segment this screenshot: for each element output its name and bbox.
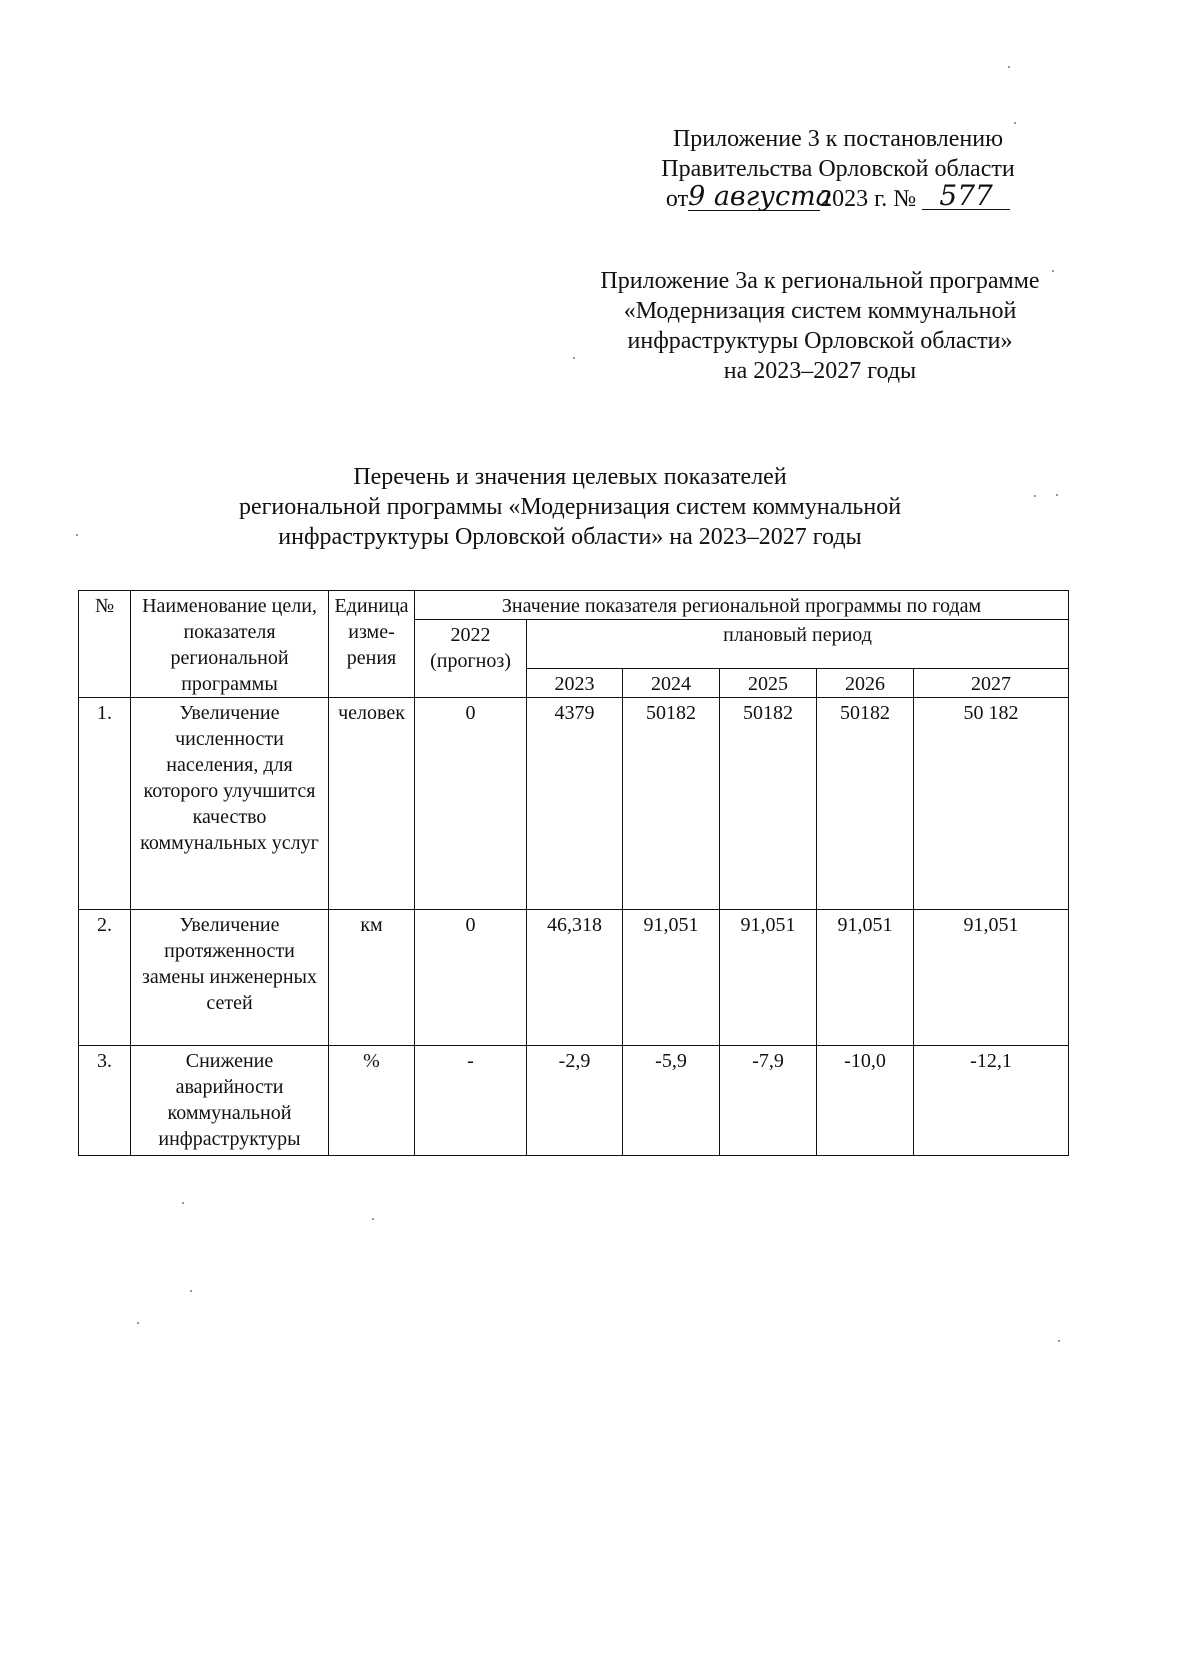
row-value: -7,9 bbox=[720, 1046, 817, 1156]
header-year: 2024 bbox=[623, 669, 720, 698]
row-name: Увеличение численности населения, для которого улучшится качество коммунальных услуг bbox=[131, 698, 329, 910]
row-2022: 0 bbox=[415, 910, 527, 1046]
header-num: № bbox=[79, 591, 131, 698]
scan-speck bbox=[137, 1322, 139, 1324]
appendix-decree-block bbox=[628, 124, 1048, 214]
header-year: 2027 bbox=[914, 669, 1069, 698]
handwritten-date: 9 августа bbox=[688, 181, 832, 212]
header-year: 2025 bbox=[720, 669, 817, 698]
scan-speck bbox=[190, 1290, 192, 1292]
appendix-program-line4: на 2023–2027 годы bbox=[723, 358, 917, 384]
scan-speck bbox=[1056, 494, 1058, 496]
row-value: 50182 bbox=[817, 698, 914, 910]
row-value: 50182 bbox=[720, 698, 817, 910]
appendix-decree-line2: Правительства Орловской области bbox=[661, 156, 1015, 182]
indicators-table bbox=[78, 590, 1069, 1156]
appendix-program-block bbox=[560, 266, 1080, 386]
appendix-decree-line1: Приложение 3 к постановлению bbox=[672, 126, 1004, 152]
row-value: 91,051 bbox=[623, 910, 720, 1046]
header-forecast: 2022 (прогноз) bbox=[415, 620, 527, 698]
header-values: Значение показателя региональной программы по годам bbox=[415, 591, 1069, 620]
title-line2: региональной программы «Модернизация систем коммунальной bbox=[238, 494, 902, 520]
scan-speck bbox=[372, 1218, 374, 1220]
scan-speck bbox=[1014, 122, 1016, 124]
title-line3: инфраструктуры Орловской области» на 2023–2027 годы bbox=[278, 524, 862, 550]
table-row bbox=[79, 1046, 1069, 1156]
header-name: Наименование цели, показателя региональной программы bbox=[131, 591, 329, 698]
row-name: Снижение аварийности коммунальной инфраструктуры bbox=[131, 1046, 329, 1156]
appendix-decree-date-line bbox=[628, 179, 1048, 214]
scan-speck bbox=[1058, 1340, 1060, 1342]
header-planned: плановый период bbox=[527, 620, 1069, 669]
year-number-label: 2023 г. № bbox=[820, 186, 917, 212]
scan-speck bbox=[1008, 66, 1010, 68]
row-2022: - bbox=[415, 1046, 527, 1156]
title-line1: Перечень и значения целевых показателей bbox=[353, 464, 787, 490]
appendix-program-line2: «Модернизация систем коммунальной bbox=[623, 298, 1017, 324]
header-unit: Единица изме-рения bbox=[329, 591, 415, 698]
appendix-program-line3: инфраструктуры Орловской области» bbox=[627, 328, 1013, 354]
appendix-program-line1: Приложение 3а к региональной программе bbox=[600, 268, 1040, 294]
row-num: 2. bbox=[79, 910, 131, 1046]
row-value: -10,0 bbox=[817, 1046, 914, 1156]
row-value: -12,1 bbox=[914, 1046, 1069, 1156]
scan-speck bbox=[182, 1202, 184, 1204]
header-row-1 bbox=[79, 591, 1069, 620]
row-value: 4379 bbox=[527, 698, 623, 910]
scan-speck bbox=[1034, 495, 1036, 497]
row-num: 1. bbox=[79, 698, 131, 910]
scan-speck bbox=[1052, 270, 1054, 272]
handwritten-number: 577 bbox=[922, 183, 1010, 210]
row-value: 91,051 bbox=[817, 910, 914, 1046]
row-unit: человек bbox=[329, 698, 415, 910]
row-num: 3. bbox=[79, 1046, 131, 1156]
row-value: -2,9 bbox=[527, 1046, 623, 1156]
row-unit: км bbox=[329, 910, 415, 1046]
row-unit: % bbox=[329, 1046, 415, 1156]
row-value: 50182 bbox=[623, 698, 720, 910]
row-value: 46,318 bbox=[527, 910, 623, 1046]
row-value: 50 182 bbox=[914, 698, 1069, 910]
date-prefix: от bbox=[665, 186, 689, 212]
row-value: 91,051 bbox=[720, 910, 817, 1046]
table-row bbox=[79, 698, 1069, 910]
row-2022: 0 bbox=[415, 698, 527, 910]
header-year: 2023 bbox=[527, 669, 623, 698]
scan-speck bbox=[573, 357, 575, 359]
document-title bbox=[100, 462, 1040, 552]
header-year: 2026 bbox=[817, 669, 914, 698]
scan-speck bbox=[76, 534, 78, 536]
row-value: 91,051 bbox=[914, 910, 1069, 1046]
row-name: Увеличение протяженности замены инженерных сетей bbox=[131, 910, 329, 1046]
table-row bbox=[79, 910, 1069, 1046]
row-value: -5,9 bbox=[623, 1046, 720, 1156]
